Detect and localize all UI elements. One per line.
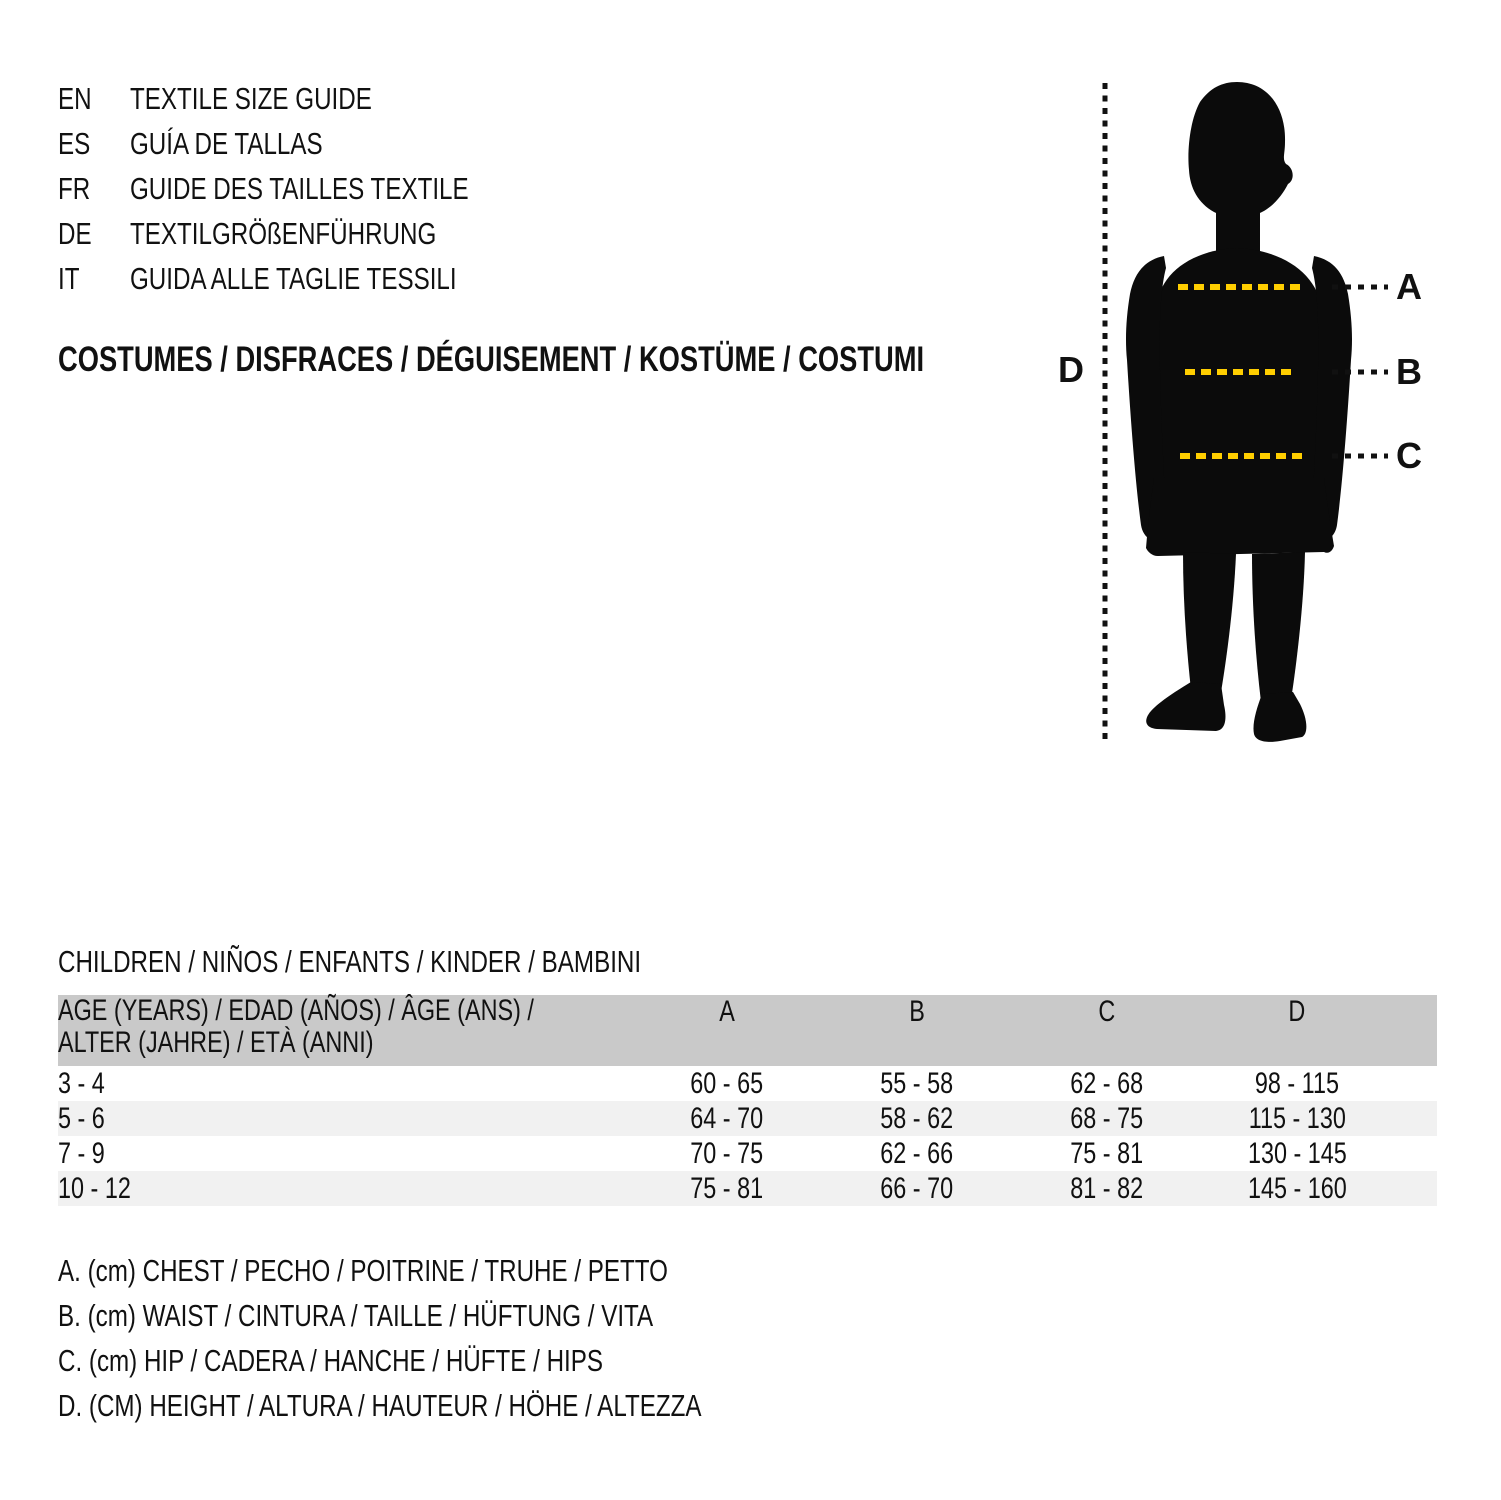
language-row: [58, 166, 564, 211]
waist-range-cell: 55 - 58: [880, 1066, 954, 1100]
waist-range-cell: 62 - 66: [880, 1136, 954, 1170]
legend-item: A. (cm) CHEST / PECHO / POITRINE / TRUHE / PETTO: [58, 1252, 668, 1288]
hip-range-cell: 81 - 82: [1070, 1171, 1144, 1205]
spacer-cell: [1392, 1066, 1437, 1101]
language-title: GUÍA DE TALLAS: [130, 125, 323, 161]
language-code: IT: [58, 260, 80, 296]
hip-range-cell: 75 - 81: [1070, 1136, 1144, 1170]
language-code: ES: [58, 125, 91, 161]
label-c: C: [1396, 435, 1422, 476]
language-title-list: [58, 76, 564, 301]
chest-range-cell: 70 - 75: [690, 1136, 764, 1170]
chest-range-cell: 60 - 65: [690, 1066, 764, 1100]
language-title: GUIDA ALLE TAGLIE TESSILI: [130, 260, 457, 296]
legend-item: B. (cm) WAIST / CINTURA / TAILLE / HÜFTUNG / VITA: [58, 1297, 654, 1333]
height-range-cell: 115 - 130: [1248, 1101, 1346, 1135]
child-silhouette: [1126, 82, 1352, 742]
age-cell: 10 - 12: [58, 1171, 131, 1205]
label-a: A: [1396, 266, 1422, 307]
children-table-heading: CHILDREN / NIÑOS / ENFANTS / KINDER / BAMBINI: [58, 944, 642, 979]
spacer-cell: [1392, 1136, 1437, 1171]
height-range-cell: 130 - 145: [1247, 1136, 1347, 1170]
table-row: [58, 1066, 1437, 1101]
waist-range-cell: 66 - 70: [880, 1171, 954, 1205]
table-header-row: [58, 995, 1437, 1066]
age-header-line2: ALTER (JAHRE) / ETÀ (ANNI): [58, 1026, 374, 1059]
language-title: TEXTILGRÖßENFÜHRUNG: [130, 215, 437, 251]
age-cell: 5 - 6: [58, 1101, 105, 1135]
height-range-cell: 98 - 115: [1254, 1066, 1340, 1100]
hip-range-cell: 62 - 68: [1070, 1066, 1144, 1100]
label-d: D: [1058, 349, 1084, 390]
language-code: EN: [58, 80, 92, 116]
spacer-cell: [1392, 1171, 1437, 1206]
col-header-d: D: [1202, 995, 1392, 1066]
language-row: [58, 256, 564, 301]
label-b: B: [1396, 351, 1422, 392]
col-header-b: B: [822, 995, 1012, 1066]
figure-panel: [1040, 60, 1500, 760]
category-title: COSTUMES / DISFRACES / DÉGUISEMENT / KOSTÜME / COSTUMI: [58, 340, 925, 379]
language-row: [58, 76, 564, 121]
table-row: [58, 1136, 1437, 1171]
chest-range-cell: 64 - 70: [690, 1101, 764, 1135]
chest-range-cell: 75 - 81: [690, 1171, 764, 1205]
language-row: [58, 211, 564, 256]
height-range-cell: 145 - 160: [1247, 1171, 1347, 1205]
measurement-figure: [1040, 60, 1500, 760]
language-code: DE: [58, 215, 92, 251]
age-cell: 3 - 4: [58, 1066, 105, 1100]
spacer-header-cell: [1392, 995, 1437, 1066]
legend-item: C. (cm) HIP / CADERA / HANCHE / HÜFTE / HIPS: [58, 1342, 604, 1378]
col-header-c: C: [1012, 995, 1202, 1066]
table-row: [58, 1101, 1437, 1136]
size-table: [58, 995, 1437, 1206]
hip-range-cell: 68 - 75: [1070, 1101, 1144, 1135]
age-header-cell: [58, 995, 632, 1066]
legend-item: D. (CM) HEIGHT / ALTURA / HAUTEUR / HÖHE / ALTEZZA: [58, 1387, 702, 1423]
age-cell: 7 - 9: [58, 1136, 105, 1170]
measurement-legend: [58, 1248, 883, 1428]
age-header-line1: AGE (YEARS) / EDAD (AÑOS) / ÂGE (ANS) /: [58, 994, 534, 1027]
language-title: GUIDE DES TAILLES TEXTILE: [130, 170, 469, 206]
language-code: FR: [58, 170, 91, 206]
col-header-a: A: [632, 995, 822, 1066]
language-row: [58, 121, 564, 166]
spacer-cell: [1392, 1101, 1437, 1136]
waist-range-cell: 58 - 62: [880, 1101, 954, 1135]
table-row: [58, 1171, 1437, 1206]
language-title: TEXTILE SIZE GUIDE: [130, 80, 372, 116]
